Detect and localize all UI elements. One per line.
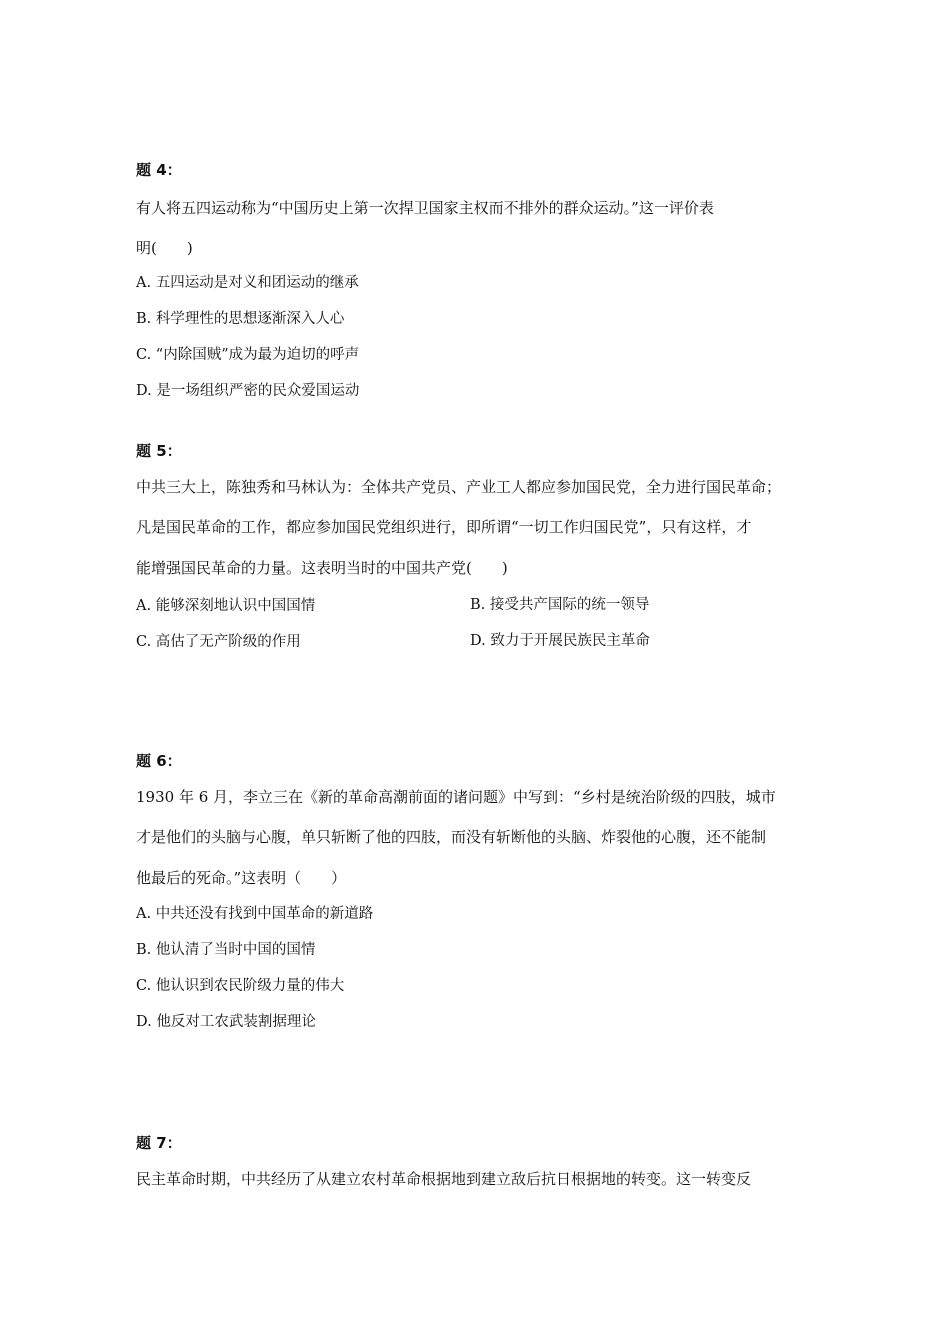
question-stem-line: 明( ) — [136, 239, 193, 257]
option-a: A. 五四运动是对义和团运动的继承 — [136, 275, 359, 291]
question-title: 题 4： — [136, 161, 182, 179]
option-d: D. 致力于开展民族民主革命 — [470, 633, 650, 649]
option-row — [136, 595, 826, 615]
question-stem-line: 才是他们的头脑与心腹，单只斩断了他的四肢，而没有斩断他的头脑、炸裂他的心腹，还不能制 — [136, 828, 767, 846]
option-b: B. 科学理性的思想逐渐深入人心 — [136, 311, 345, 327]
option-d: D. 是一场组织严密的民众爱国运动 — [136, 383, 360, 399]
option-b: B. 他认清了当时中国的国情 — [136, 942, 316, 958]
option-d: D. 他反对工农武装割据理论 — [136, 1014, 316, 1030]
question-stem-line: 1930 年 6 月，李立三在《新的革命高潮前面的诸问题》中写到：“乡村是统治阶级的四肢，城市 — [136, 788, 776, 806]
option-c: C. 他认识到农民阶级力量的伟大 — [136, 978, 345, 994]
question-stem-line: 中共三大上，陈独秀和马林认为：全体共产党员、产业工人都应参加国民党，全力进行国民革命； — [136, 478, 782, 496]
option-a: A. 能够深刻地认识中国国情 — [136, 598, 316, 614]
question-stem-line: 有人将五四运动称为“中国历史上第一次捍卫国家主权而不排外的群众运动。”这一评价表 — [136, 199, 714, 217]
option-b: B. 接受共产国际的统一领导 — [470, 597, 650, 613]
question-title: 题 7： — [136, 1134, 182, 1152]
option-a: A. 中共还没有找到中国革命的新道路 — [136, 906, 374, 922]
question-stem-line: 民主革命时期，中共经历了从建立农村革命根据地到建立敌后抗日根据地的转变。这一转变反 — [136, 1170, 752, 1188]
option-c: C. “内除国贼”成为最为迫切的呼声 — [136, 347, 360, 363]
question-title: 题 6： — [136, 752, 182, 770]
option-row — [136, 631, 826, 651]
option-c: C. 高估了无产阶级的作用 — [136, 634, 301, 650]
question-stem-line: 凡是国民革命的工作，都应参加国民党组织进行，即所谓“一切工作归国民党”，只有这样，才 — [136, 518, 752, 536]
question-title: 题 5： — [136, 442, 182, 460]
question-stem-line: 能增强国民革命的力量。这表明当时的中国共产党( ) — [136, 559, 508, 577]
question-stem-line: 他最后的死命。”这表明（ ） — [136, 869, 347, 887]
